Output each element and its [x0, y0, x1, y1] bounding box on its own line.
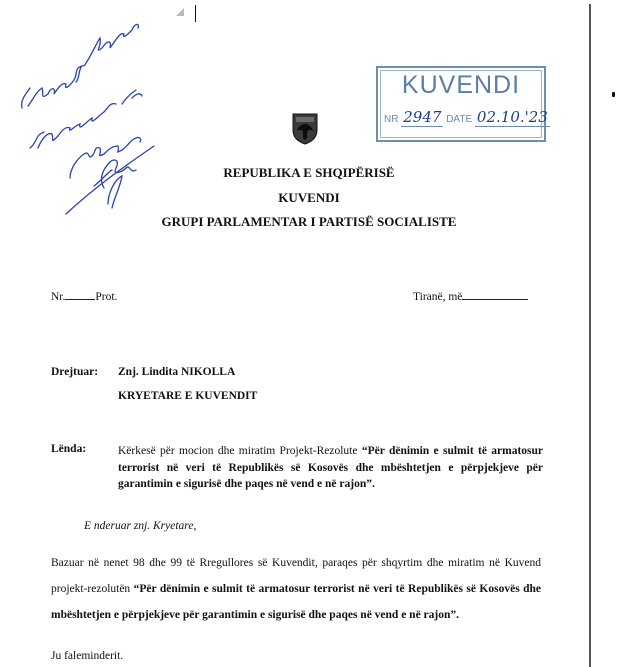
header-republic: REPUBLIKA E SHQIPËRISË	[223, 165, 395, 180]
place-label: Tiranë, më	[413, 291, 463, 303]
handwritten-note-signature	[4, 8, 184, 218]
date-blank	[462, 298, 528, 300]
closing: Ju faleminderit.	[51, 650, 124, 662]
body-plain: Bazuar në nenet 98 dhe 99 të Rregullores së Kuvendit, paraqes për shqyrtim dhe miratim në Kuvend projekt-rezolutën	[51, 557, 541, 595]
body-paragraph	[51, 550, 541, 628]
stamp-title: KUVENDI	[401, 71, 521, 99]
albania-coat-of-arms-icon	[291, 112, 319, 145]
subject-bold: “Për dënimin e sulmit të armatosur terrorist në veri të Republikës së Kosovës dhe mbështetjen e përpjekjeve për garantimin e sigurisë dhe paqes në vend e në rajon”.	[118, 445, 544, 490]
prot-label: Prot.	[95, 291, 118, 303]
subject-plain: Kërkesë për mocion dhe miratim Projekt-Rezolute	[118, 445, 362, 457]
page-edge-line	[589, 4, 591, 667]
text-cursor	[195, 5, 196, 22]
header-group: GRUPI PARLAMENTAR I PARTISË SOCIALISTE	[161, 214, 457, 229]
salutation: E nderuar znj. Kryetare,	[84, 520, 197, 532]
addressee-name: Znj. Lindita NIKOLLA	[118, 366, 236, 378]
header-parliament: KUVENDI	[278, 190, 340, 205]
stamp-row	[384, 108, 550, 127]
addressee-title: KRYETARE E KUVENDIT	[118, 390, 258, 402]
addressee-label: Drejtuar:	[51, 366, 99, 378]
stamp-date-label: DATE	[446, 114, 473, 125]
dot-mark	[612, 92, 615, 97]
protocol-number-line	[51, 291, 117, 303]
subject-text	[118, 443, 543, 493]
stamp-nr-value: 2947	[403, 108, 442, 126]
body-bold: “Për dënimin e sulmit të armatosur terrorist në veri të Republikës së Kosovës dhe mbështetjen e përpjekjeve për garantimin e sigurisë dhe paqes në vend e në rajon”.	[51, 583, 542, 621]
stamp-nr-label: NR	[384, 114, 399, 125]
place-date-line	[413, 291, 528, 303]
registry-stamp	[376, 66, 546, 142]
nr-blank	[65, 298, 95, 300]
subject-label: Lënda:	[51, 443, 87, 455]
stamp-date-value: 02.10.'23	[476, 108, 548, 126]
nr-label: Nr.	[51, 291, 66, 303]
